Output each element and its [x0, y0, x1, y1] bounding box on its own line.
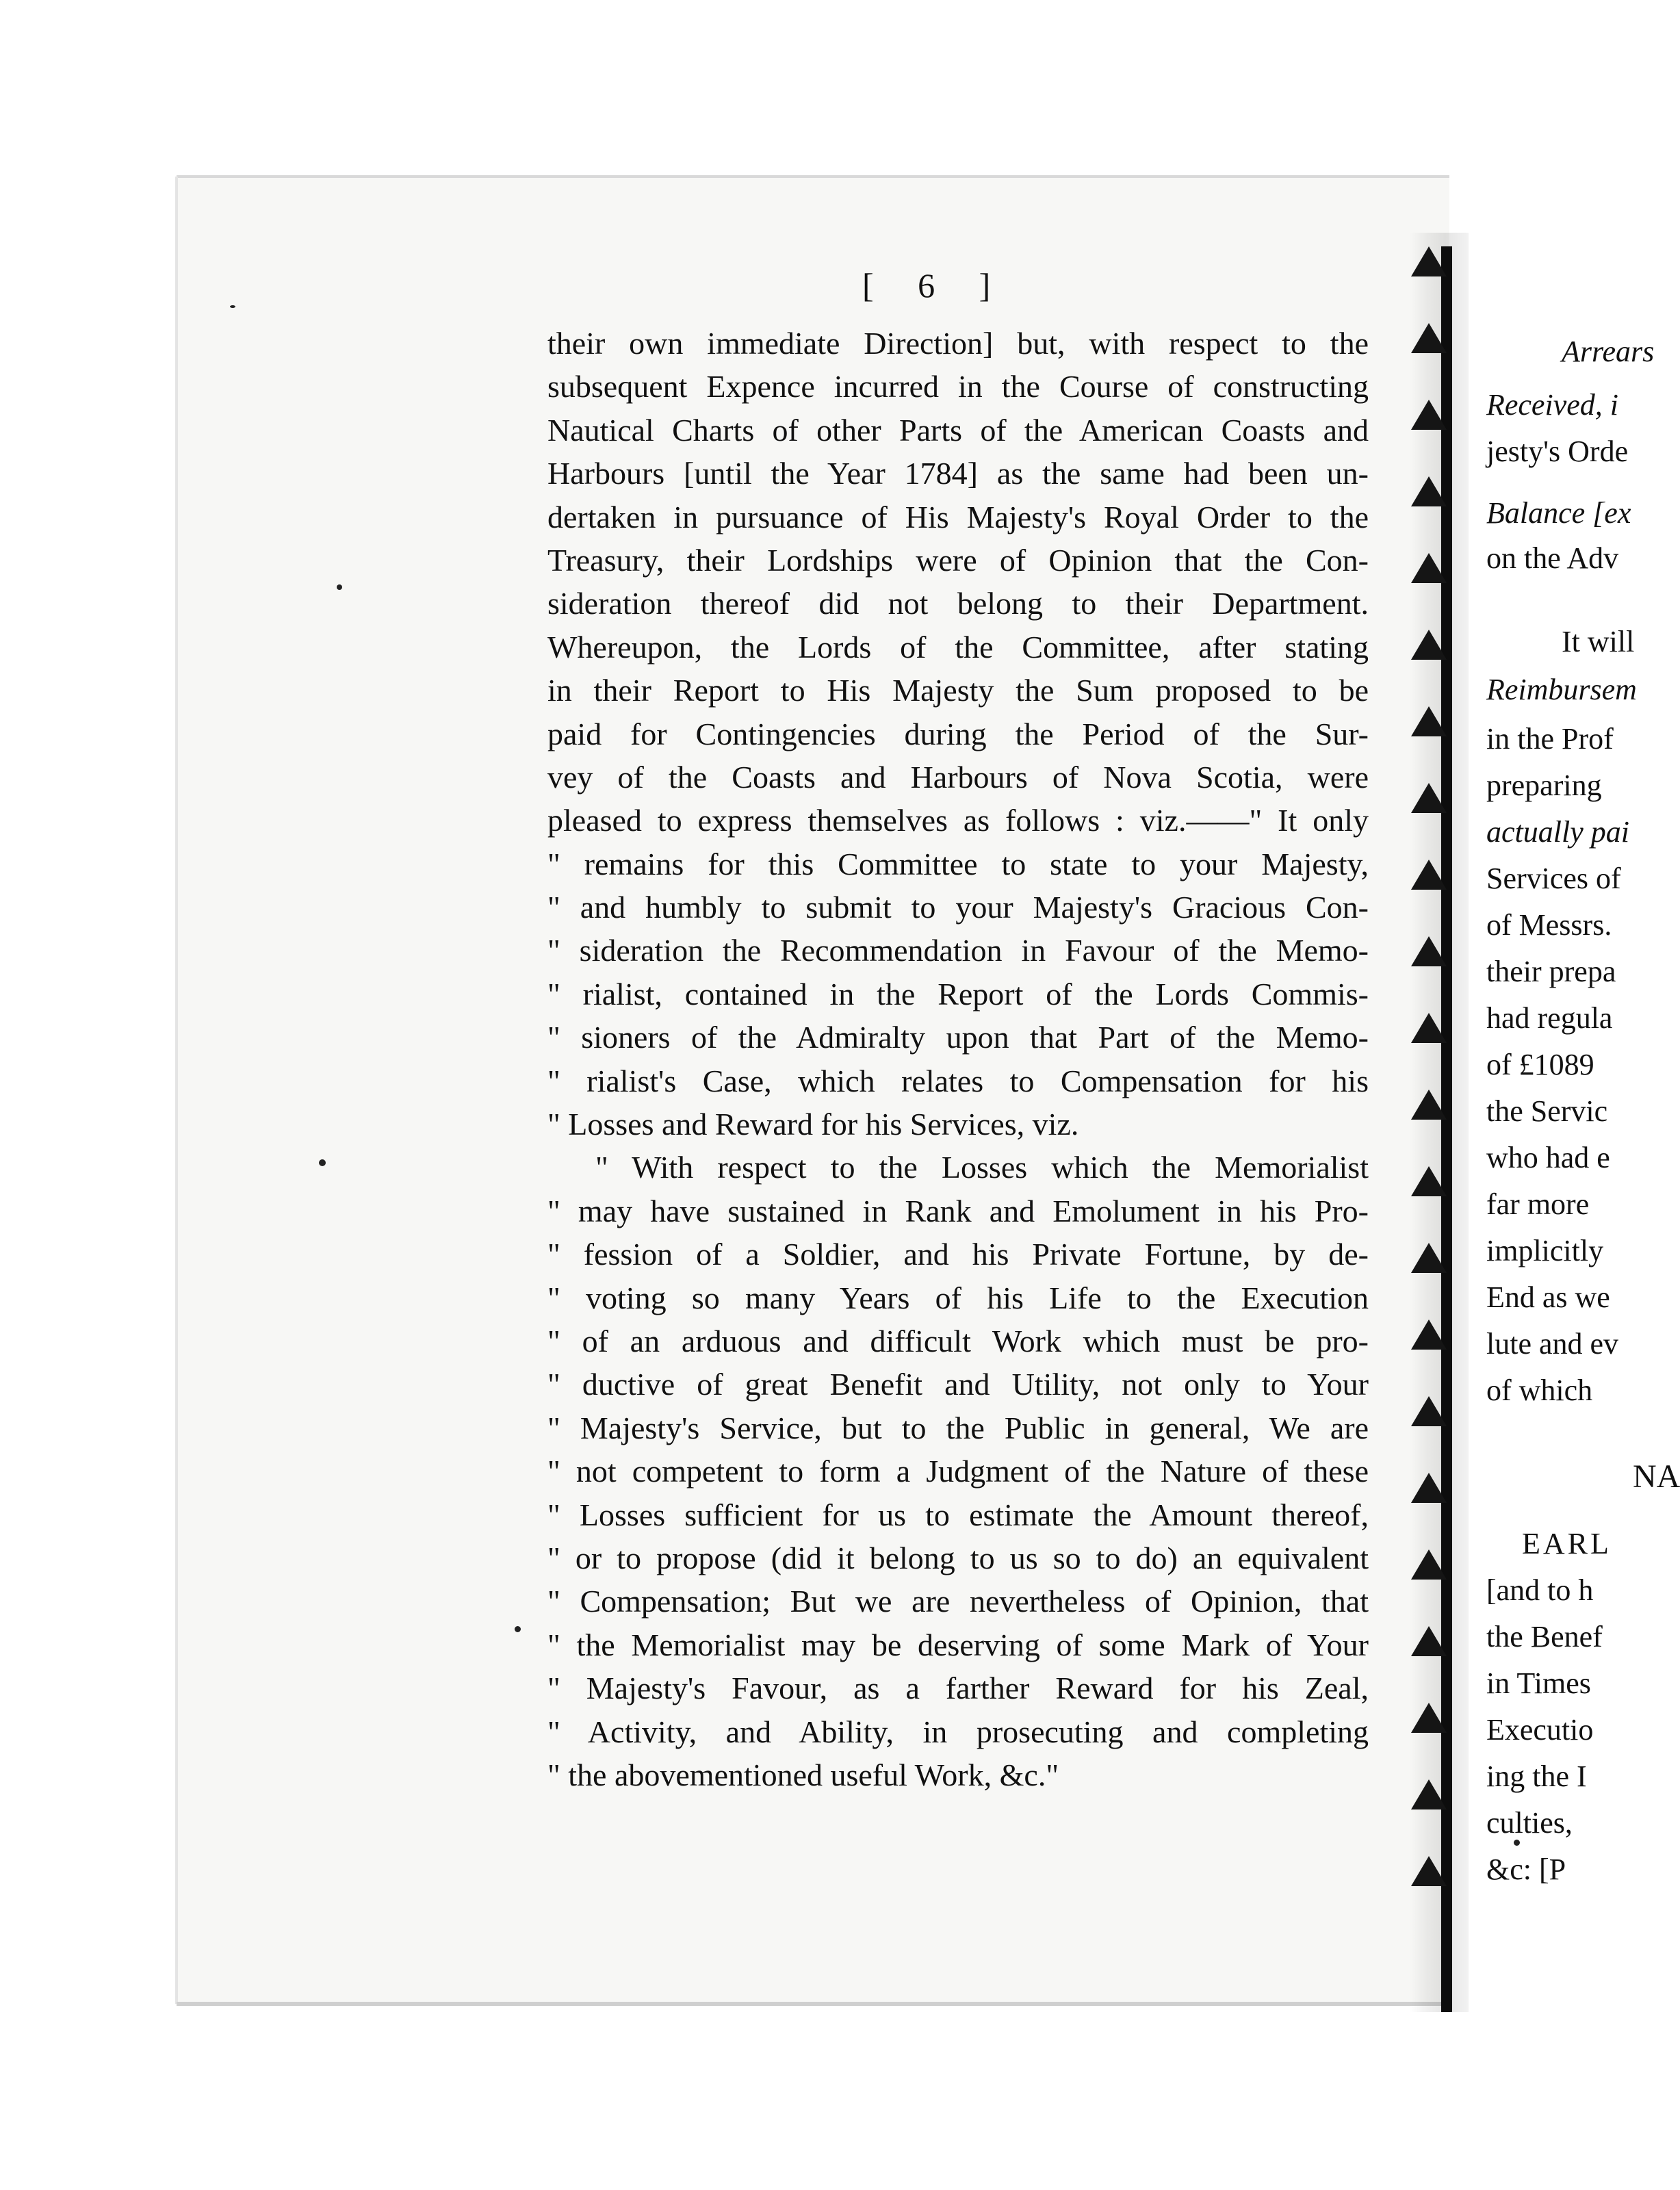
scan-speck [319, 1159, 326, 1166]
book-spine-line [1441, 246, 1452, 2012]
right-page-line: their prepa [1486, 955, 1616, 988]
text-line: pleased to express themselves as follows : viz.——" It only [547, 803, 1369, 838]
right-page-line: It will [1562, 625, 1635, 658]
text-line: vey of the Coasts and Harbours of Nova Scotia, were [547, 759, 1369, 795]
right-page-line: far more [1486, 1187, 1590, 1221]
right-page-line: the Servic [1486, 1094, 1608, 1128]
binding-mark [1411, 936, 1447, 966]
right-page-line: Arrears [1562, 335, 1655, 368]
text-line: " of an arduous and difficult Work which must be pro- [547, 1323, 1369, 1358]
text-line: " or to propose (did it belong to us so to do) an equivalent [547, 1540, 1369, 1575]
right-page-line: Reimbursem [1486, 673, 1637, 706]
right-page-line: of which [1486, 1374, 1593, 1407]
right-page-line: actually pai [1486, 815, 1629, 849]
text-line: " and humbly to submit to your Majesty's Gracious Con- [547, 890, 1369, 925]
text-line: in their Report to His Majesty the Sum proposed to be [547, 673, 1369, 708]
binding-mark [1411, 1090, 1447, 1120]
page-edge-top [177, 175, 1449, 178]
right-page-line: Received, i [1486, 388, 1618, 422]
binding-mark [1411, 1856, 1447, 1886]
scan-speck [337, 584, 342, 590]
right-page-line: in the Prof [1486, 722, 1614, 756]
text-line: " Losses sufficient for us to estimate the Amount thereof, [547, 1497, 1369, 1532]
right-page-line: preparing [1486, 769, 1602, 802]
text-line: " fession of a Soldier, and his Private Fortune, by de- [547, 1237, 1369, 1272]
text-line: " may have sustained in Rank and Emolument in his Pro- [547, 1193, 1369, 1228]
right-page-line: who had e [1486, 1141, 1610, 1174]
text-line: sideration thereof did not belong to their Department. [547, 586, 1369, 621]
right-page-line: on the Adv [1486, 541, 1619, 575]
text-line: " the abovementioned useful Work, &c." [547, 1757, 1059, 1792]
binding-mark [1411, 706, 1447, 736]
binding-mark [1411, 553, 1447, 583]
text-line: paid for Contingencies during the Period of the Sur- [547, 716, 1369, 751]
binding-mark [1411, 860, 1447, 890]
binding-mark [1411, 1013, 1447, 1043]
text-line: Nautical Charts of other Parts of the American Coasts and [547, 412, 1369, 448]
right-page-line: in Times [1486, 1666, 1591, 1700]
binding-mark [1411, 1166, 1447, 1196]
text-line: " rialist's Case, which relates to Compensation for his [547, 1063, 1369, 1098]
right-page-line: &c: [P [1486, 1853, 1566, 1886]
page-edge-left [175, 177, 178, 2004]
paragraph-2 [547, 1146, 1369, 1796]
text-line: " not competent to form a Judgment of the Nature of these [547, 1454, 1369, 1489]
page-edge-bottom [177, 2002, 1449, 2006]
binding-mark [1411, 1779, 1447, 1809]
right-page-line: of £1089 [1486, 1048, 1594, 1081]
binding-mark [1411, 476, 1447, 506]
text-line: " sioners of the Admiralty upon that Part of the Memo- [547, 1020, 1369, 1055]
text-line: " sideration the Recommendation in Favour of the Memo- [547, 933, 1369, 968]
binding-mark [1411, 1473, 1447, 1503]
text-line: dertaken in pursuance of His Majesty's Royal Order to the [547, 499, 1369, 534]
text-line: subsequent Expence incurred in the Course of constructing [547, 369, 1369, 404]
right-page-line: lute and ev [1486, 1327, 1619, 1361]
right-page-line: EARL [1522, 1527, 1612, 1560]
right-page-line: of Messrs. [1486, 908, 1612, 942]
binding-mark [1411, 1319, 1447, 1350]
text-line: Treasury, their Lordships were of Opinion that the Con- [547, 542, 1369, 578]
text-line: " remains for this Committee to state to your Majesty, [547, 846, 1369, 881]
right-page-line: NA [1633, 1458, 1680, 1495]
scan-speck [230, 305, 235, 308]
right-page-line: jesty's Orde [1486, 435, 1629, 468]
text-line: " With respect to the Losses which the Memorialist [595, 1150, 1369, 1185]
binding-mark [1411, 400, 1447, 430]
text-line: " voting so many Years of his Life to the Execution [547, 1280, 1369, 1315]
text-line: Harbours [until the Year 1784] as the same had been un- [547, 456, 1369, 491]
text-line: " the Memorialist may be deserving of some Mark of Your [547, 1627, 1369, 1662]
right-page-line: culties, [1486, 1806, 1573, 1840]
page-number: [ 6 ] [862, 266, 1009, 305]
right-page-line: the Benef [1486, 1620, 1603, 1653]
text-line: " Activity, and Ability, in prosecuting and completing [547, 1714, 1369, 1749]
binding-mark [1411, 783, 1447, 813]
text-line: " ductive of great Benefit and Utility, not only to Your [547, 1367, 1369, 1402]
right-page-line: End as we [1486, 1280, 1610, 1314]
right-page-line: had regula [1486, 1001, 1613, 1035]
binding-mark [1411, 246, 1447, 276]
text-line: " rialist, contained in the Report of the Lords Commis- [547, 976, 1369, 1012]
text-line: " Losses and Reward for his Services, viz. [547, 1107, 1079, 1142]
left-page-text [547, 322, 1369, 1796]
binding-mark [1411, 1243, 1447, 1273]
right-page-text-cropped [1486, 322, 1680, 1896]
right-page-line: Services of [1486, 862, 1621, 895]
text-line: " Majesty's Favour, as a farther Reward for his Zeal, [547, 1671, 1369, 1706]
text-line: " Majesty's Service, but to the Public in general, We are [547, 1410, 1369, 1445]
right-page-line: implicitly [1486, 1234, 1604, 1267]
right-page-line: ing the I [1486, 1760, 1587, 1793]
right-page-line: Balance [ex [1486, 496, 1631, 530]
binding-mark [1411, 1549, 1447, 1580]
text-line: their own immediate Direction] but, with respect to the [547, 326, 1369, 361]
binding-mark [1411, 1703, 1447, 1733]
text-line: " Compensation; But we are nevertheless of Opinion, that [547, 1584, 1369, 1619]
paragraph-1 [547, 322, 1369, 1146]
text-line: Whereupon, the Lords of the Committee, after stating [547, 629, 1369, 665]
binding-mark [1411, 323, 1447, 353]
binding-mark [1411, 1626, 1447, 1656]
binding-mark [1411, 1396, 1447, 1426]
right-page-line: [and to h [1486, 1573, 1594, 1607]
binding-mark [1411, 630, 1447, 660]
scan-speck [515, 1626, 521, 1632]
right-page-line: Executio [1486, 1713, 1594, 1747]
